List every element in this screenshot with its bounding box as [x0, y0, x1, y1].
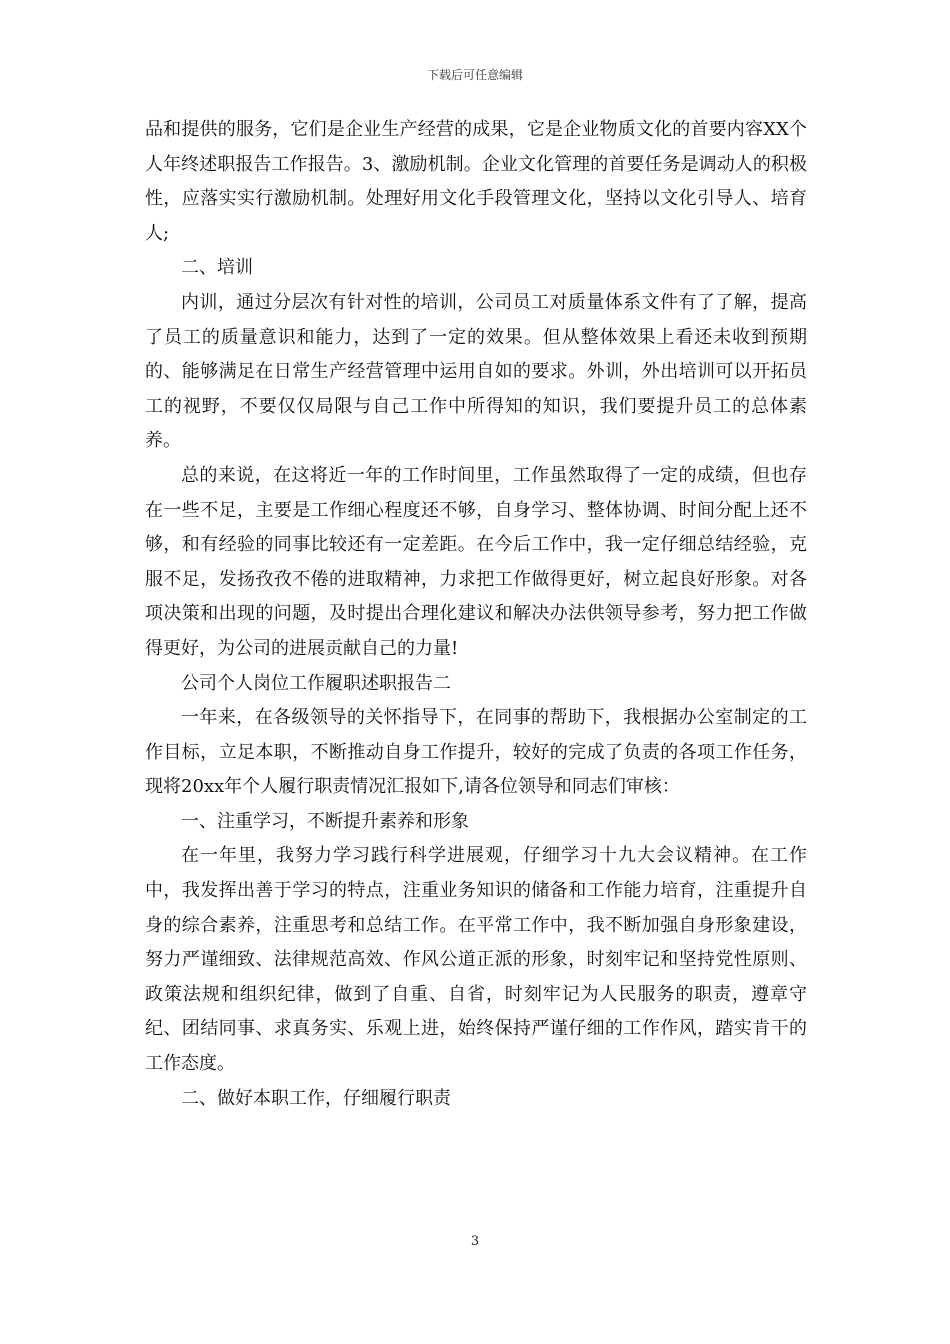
- report-title: 公司个人岗位工作履职述职报告二: [181, 672, 451, 694]
- paragraph: 总的来说，在这将近一年的工作时间里，工作虽然取得了一定的成绩，但也存在一些不足，主要是工作细心程度还不够，自身学习、整体协调、时间分配上还不够，和有经验的同事比较还有一定差距。在今后工作中，我一定仔细总结经验，克服不足，发扬孜孜不倦的进取精神，力求把工作做得更好，树立起良好形象。对各项决策和出现的问题，及时提出合理化建议和解决办法供领导参考，努力把工作做得更好，为公司的进展贡献自己的力量!: [145, 464, 807, 659]
- section-heading: 一、注重学习，不断提升素养和形象: [181, 810, 469, 832]
- paragraph: 内训，通过分层次有针对性的培训，公司员工对质量体系文件有了了解，提高了员工的质量意识和能力，达到了一定的效果。但从整体效果上看还未收到预期的、能够满足在日常生产经营管理中运用自如的要求。外训，外出培训可以开拓员工的视野，不要仅仅局限与自己工作中所得知的知识，我们要提升员工的总体素养。: [145, 291, 807, 452]
- download-note: 下载后可任意编辑: [426, 68, 523, 82]
- paragraph: 品和提供的服务，它们是企业生产经营的成果，它是企业物质文化的首要内容XX个人年终述职报告工作报告。3、激励机制。企业文化管理的首要任务是调动人的积极性，应落实实行激励机制。处理好用文化手段管理文化，坚持以文化引导人、培育人;: [145, 119, 807, 244]
- page-number: 3: [470, 1234, 480, 1249]
- document-body: [145, 113, 807, 1116]
- section-heading: 二、做好本职工作，仔细履行职责: [181, 1087, 451, 1109]
- paragraph: 一年来，在各级领导的关怀指导下，在同事的帮助下，我根据办公室制定的工作目标，立足本职，不断推动自身工作提升，较好的完成了负责的各项工作任务，现将20xx年个人履行职责情况汇报如下,请各位领导和同志们审核：: [145, 707, 807, 798]
- paragraph: 在一年里，我努力学习践行科学进展观，仔细学习十九大会议精神。在工作中，我发挥出善于学习的特点，注重业务知识的储备和工作能力培育，注重提升自身的综合素养，注重思考和总结工作。在平常工作中，我不断加强自身形象建设，努力严谨细致、法律规范高效、作风公道正派的形象，时刻牢记和坚持党性原则、政策法规和组织纪律，做到了自重、自省，时刻牢记为人民服务的职责，遵章守纪、团结同事、求真务实、乐观上进，始终保持严谨仔细的工作作风，踏实肯干的工作态度。: [145, 845, 807, 1075]
- section-heading: 二、培训: [181, 257, 253, 279]
